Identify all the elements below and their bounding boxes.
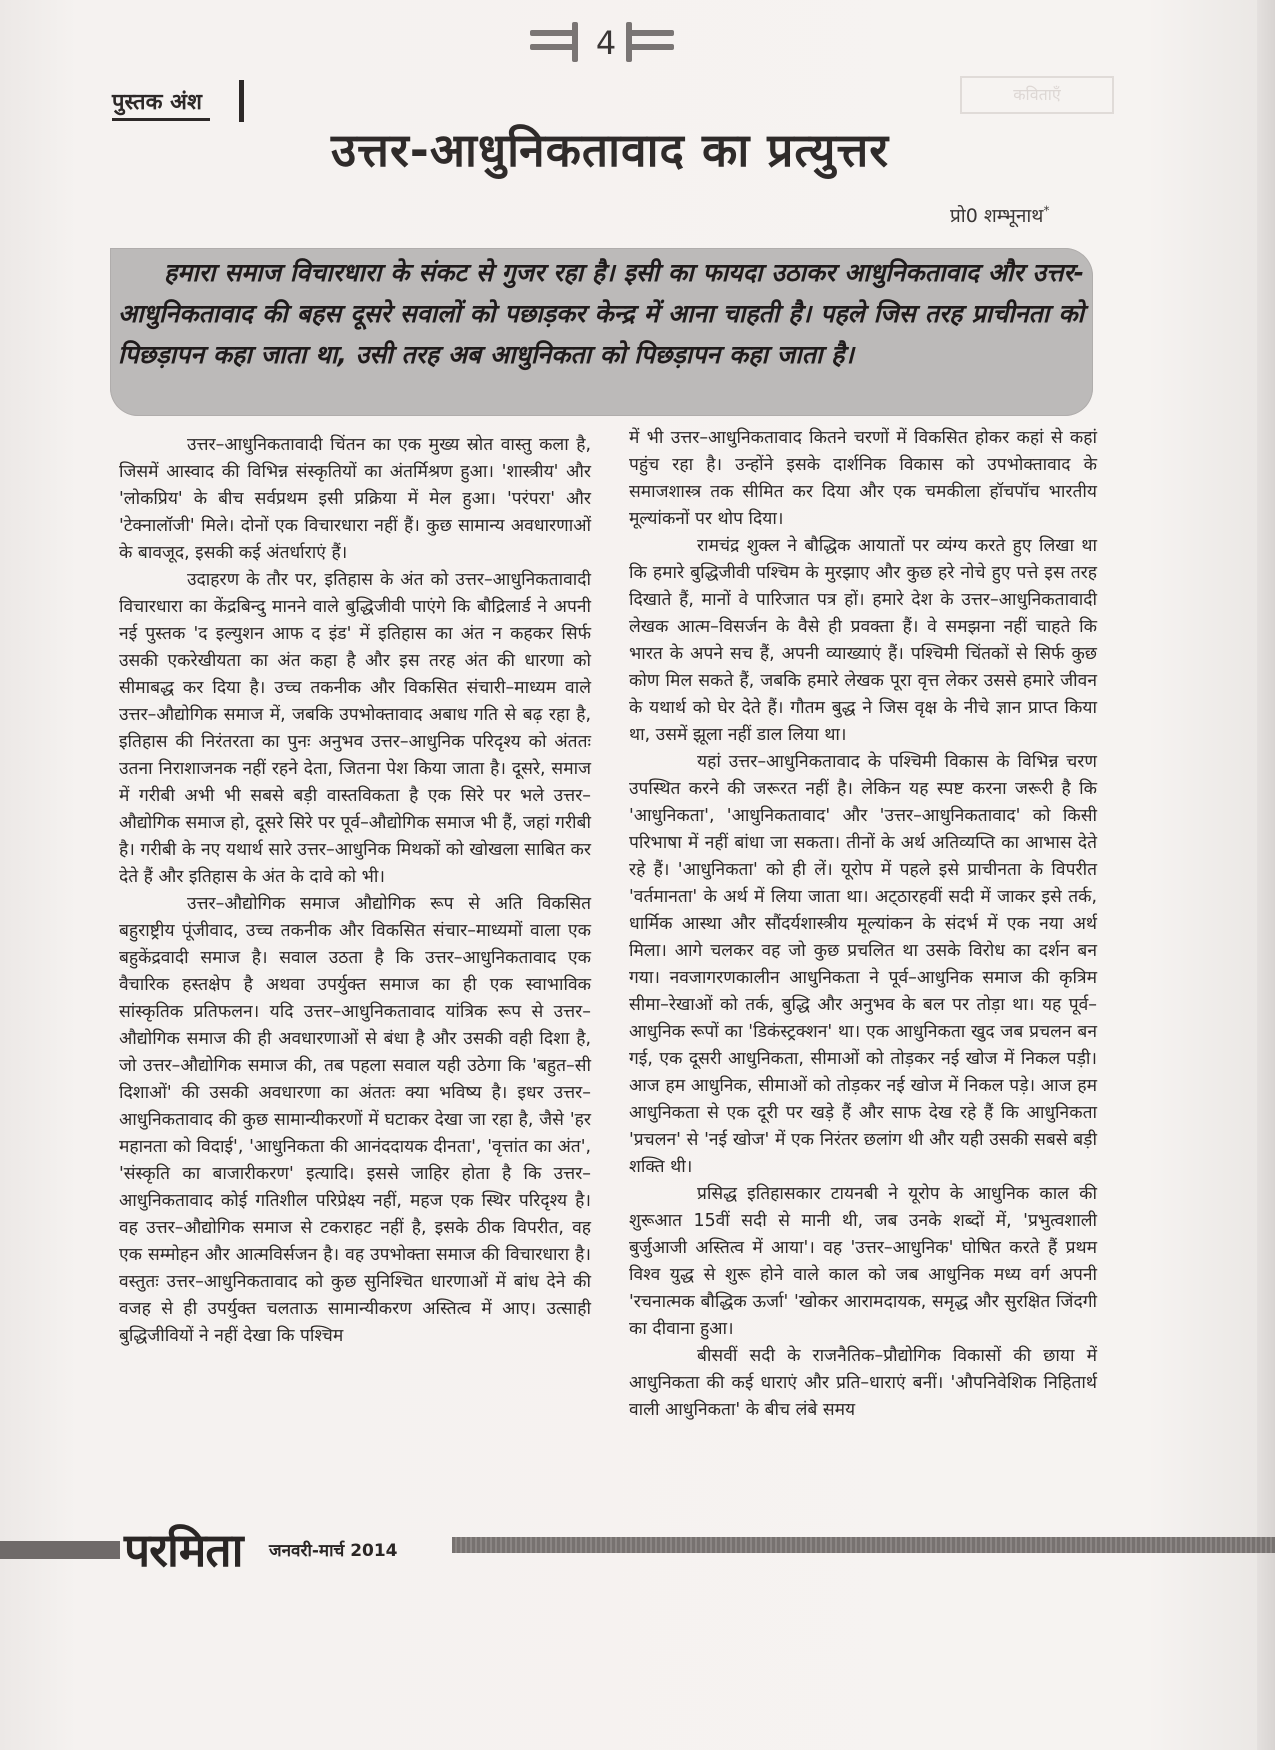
author-footnote-mark: * bbox=[1043, 203, 1050, 218]
page-number-bracket-left bbox=[572, 22, 578, 62]
footer-rule-left bbox=[0, 1541, 120, 1559]
magazine-logo: परमिता bbox=[124, 1523, 243, 1577]
page-number-text: 4 bbox=[595, 24, 617, 62]
page-number-bar-right-top bbox=[626, 30, 674, 36]
right-paragraph-3: यहां उत्तर–आधुनिकतावाद के पश्चिमी विकास के विभिन्न चरण उपस्थित करने की जरूरत नहीं है। लेकिन यह स्पष्ट करना जरूरी है कि 'आधुनिकता', 'आधुनिकतावाद' और 'उत्तर–आधुनिकतावाद' को किसी परिभाषा में नहीं बांधा जा सकता। तीनों के अर्थ अतिव्यप्ति का आभास देते रहे हैं। 'आधुनिकता' को ही लें। यूरोप में पहले इसे प्राचीनता के विपरीत 'वर्तमानता' के अर्थ में लिया जाता था। अट्‌ठारहवीं सदी में जाकर इसे तर्क, धार्मिक आस्था और सौंदर्यशास्त्रीय मूल्यांकन के संदर्भ में एक नया अर्थ मिला। आगे चलकर वह जो कुछ प्रचलित था उसके विरोध का दर्शन बन गया। नवजागरणकालीन आधुनिकता ने पूर्व–आधुनिक समाज की कृत्रिम सीमा–रेखाओं को तर्क, बुद्धि और अनुभव के बल पर तोड़ा था। यह पूर्व–आधुनिक रूपों का 'डिकंस्ट्रक्शन' था। एक आधुनिकता खुद जब प्रचलन बन गई, एक दूसरी आधुनिकता, सीमाओं को तोड़कर नई खोज में निकल पड़ी। आज हम आधुनिक, सीमाओं को तोड़कर नई खोज में निकल पड़े। आज हम आधुनिकता से एक दूरी पर खड़े हैं और साफ देख रहे हैं कि आधुनिकता 'प्रचलन' से 'नई खोज' में एक निरंतर छलांग थी और यही उसकी सबसे बड़ी शक्ति थी। bbox=[629, 752, 1097, 1177]
footer-rule-right bbox=[452, 1537, 1275, 1553]
page-number bbox=[530, 18, 680, 68]
article-author bbox=[950, 202, 1049, 228]
page-number-bracket-right bbox=[626, 22, 632, 62]
section-label-divider bbox=[239, 80, 244, 122]
right-paragraph-5: बीसवीं सदी के राजनैतिक–प्रौद्योगिक विकासों की छाया में आधुनिकता की कई धाराएं और प्रति–धाराएं बनीं। 'औपनिवेशिक निहितार्थ वाली आधुनिकता' के बीच लंबे समय bbox=[629, 1346, 1097, 1420]
page-number-bar-left-top bbox=[530, 30, 578, 36]
author-name: प्रो0 शम्भूनाथ bbox=[950, 205, 1044, 227]
right-paragraph-2: रामचंद्र शुक्ल ने बौद्धिक आयातों पर व्यंग्य करते हुए लिखा था कि हमारे बुद्धिजीवी पश्चिम के मुरझाए और कुछ हरे नोचे हुए पत्ते इस तरह दिखाते हैं, मानों वे पारिजात पत्र हों। हमारे देश के उत्तर–आधुनिकतावादी लेखक आत्म–विसर्जन के वैसे ही प्रवक्ता हैं। वे समझना नहीं चाहते कि भारत के अपने सच हैं, अपनी व्याख्याएं हैं। पश्चिमी चिंतकों से सिर्फ कुछ कोण मिल सकते हैं, जबकि हमारे लेखक पूरा वृत्त लेकर उससे हमारे जीवन के यथार्थ को घेर देते हैं। गौतम बुद्ध ने जिस वृक्ष के नीचे ज्ञान प्राप्त किया था, उसमें झूला नहीं डाल लिया था। bbox=[629, 536, 1097, 745]
issue-date: जनवरी-मार्च 2014 bbox=[269, 1541, 398, 1561]
page-number-bar-right-bottom bbox=[626, 44, 674, 50]
article-title: उत्तर-आधुनिकतावाद का प्रत्युत्तर bbox=[330, 123, 890, 177]
left-paragraph-1: उत्तर–आधुनिकतावादी चिंतन का एक मुख्य स्रोत वास्तु कला है, जिसमें आस्वाद की विभिन्न संस्कृतियों का अंतर्मिश्रण हुआ। 'शास्त्रीय' और 'लोकप्रिय' के बीच सर्वप्रथम इसी प्रक्रिया में मेल हुआ। 'परंपरा' और 'टेक्नालॉजी' मिले। दोनों एक विचारधारा नहीं हैं। कुछ सामान्य अवधारणाओं के बावजूद, इसकी कई अंतर्धाराएं हैं। bbox=[119, 435, 591, 563]
section-label: पुस्तक अंश bbox=[112, 86, 210, 121]
right-paragraph-1: में भी उत्तर–आधुनिकतावाद कितने चरणों में विकसित होकर कहां से कहां पहुंच रहा है। उन्होंने इसके दार्शनिक विकास को उपभोक्तावाद के समाजशास्त्र तक सीमित कर दिया और एक चमकीला हॉचपॉच भारतीय मूल्यांकनों पर थोप दिया। bbox=[629, 428, 1097, 529]
right-column bbox=[629, 425, 1097, 1424]
article-abstract: हमारा समाज विचारधारा के संकट से गुजर रहा है। इसी का फायदा उठाकर आधुनिकतावाद और उत्तर-आधुनिकतावाद की बहस दूसरे सवालों को पछाड़कर केन्द्र में आना चाहती है। पहले जिस तरह प्राचीनता को पिछड़ापन कहा जाता था, उसी तरह अब आधुनिकता को पिछड़ापन कहा जाता है। bbox=[118, 258, 1084, 369]
left-paragraph-2: उदाहरण के तौर पर, इतिहास के अंत को उत्तर–आधुनिकतावादी विचारधारा का केंद्रबिन्दु मानने वाले बुद्धिजीवी पाएंगे कि बौद्रिलार्ड ने अपनी नई पुस्तक 'द इल्युशन आफ द इंड' में इतिहास का अंत न कहकर सिर्फ उसकी एकरेखीयता का अंत कहा है और इस तरह अंत की धारणा को सीमाबद्ध कर दिया है। उच्च तकनीक और विकसित संचारी–माध्यम वाले उत्तर–औद्योगिक समाज में, जबकि उपभोक्तावाद अबाध गति से बढ़ रहा है, इतिहास की निरंतरता का पुनः अनुभव उत्तर–आधुनिक परिदृश्य को अंततः उतना निराशाजनक नहीं रहने देता, जितना पेश किया जाता है। दूसरे, समाज में गरीबी अभी भी सबसे बड़ी वास्तविकता है एक सिरे पर भले उत्तर–औद्योगिक समाज हो, दूसरे सिरे पर पूर्व–औद्योगिक समाज भी हैं, जहां गरीबी है। गरीबी के नए यथार्थ सारे उत्तर–आधुनिक मिथकों को खोखला साबित कर देते हैं और इतिहास के अंत के दावे को भी। bbox=[119, 570, 591, 887]
page-number-bar-left-bottom bbox=[530, 44, 578, 50]
left-paragraph-3: उत्तर–औद्योगिक समाज औद्योगिक रूप से अति विकसित बहुराष्ट्रीय पूंजीवाद, उच्च तकनीक और विकसित संचार–माध्यमों वाला एक बहुकेंद्रवादी समाज है। सवाल उठता है कि उत्तर–आधुनिकतावाद एक वैचारिक हस्तक्षेप है अथवा उपर्युक्त समाज का ही एक स्वाभाविक सांस्कृतिक प्रतिफलन। यदि उत्तर–आधुनिकतावाद यांत्रिक रूप से उत्तर–औद्योगिक समाज की ही अवधारणाओं से बंधा है और उसकी वही दिशा है, जो उत्तर–औद्योगिक समाज की, तब पहला सवाल यही उठेगा कि 'बहुत–सी दिशाओं' की उसकी अवधारणा का अंततः क्या भविष्य है। इधर उत्तर–आधुनिकतावाद की कुछ सामान्यीकरणों में घटाकर देखा जा रहा है, जैसे 'हर महानता को विदाई', 'आधुनिकता की आनंददायक दीनता', 'वृत्तांत का अंत', 'संस्कृति का बाजारीकरण' इत्यादि। इससे जाहिर होता है कि उत्तर–आधुनिकतावाद कोई गतिशील परिप्रेक्ष्य नहीं, महज एक स्थिर परिदृश्य है। वह उत्तर–औद्योगिक समाज से टकराहट नहीं है, इसके ठीक विपरीत, वह एक सम्मोहन और आत्मविर्सजन है। वह उपभोक्ता समाज की विचारधारा है। वस्तुतः उत्तर–आधुनिकतावाद को कुछ सुनिश्चित धारणाओं में बांध देने की वजह से ही उपर्युक्त चलताऊ सामान्यीकरण अस्तित्व में आए। उत्साही बुद्धिजीवियों ने नहीं देखा कि पश्चिम bbox=[119, 894, 591, 1346]
right-paragraph-4: प्रसिद्ध इतिहासकार टायनबी ने यूरोप के आधुनिक काल की शुरूआत 15वीं सदी से मानी थी, जब उनके शब्दों में, 'प्रभुत्वशाली बुर्जुआजी अस्तित्व में आया'। वह 'उत्तर–आधुनिक' घोषित करते हैं प्रथम विश्व युद्ध से शुरू होने वाले काल को जब आधुनिक मध्य वर्ग अपनी 'रचनात्मक बौद्धिक ऊर्जा' 'खोकर आरामदायक, समृद्ध और सुरक्षित जिंदगी का दीवाना हुआ। bbox=[629, 1184, 1097, 1339]
left-column bbox=[119, 432, 591, 1350]
page-edge-shadow bbox=[1257, 0, 1275, 1750]
show-through-header: कविताएँ bbox=[960, 76, 1114, 114]
